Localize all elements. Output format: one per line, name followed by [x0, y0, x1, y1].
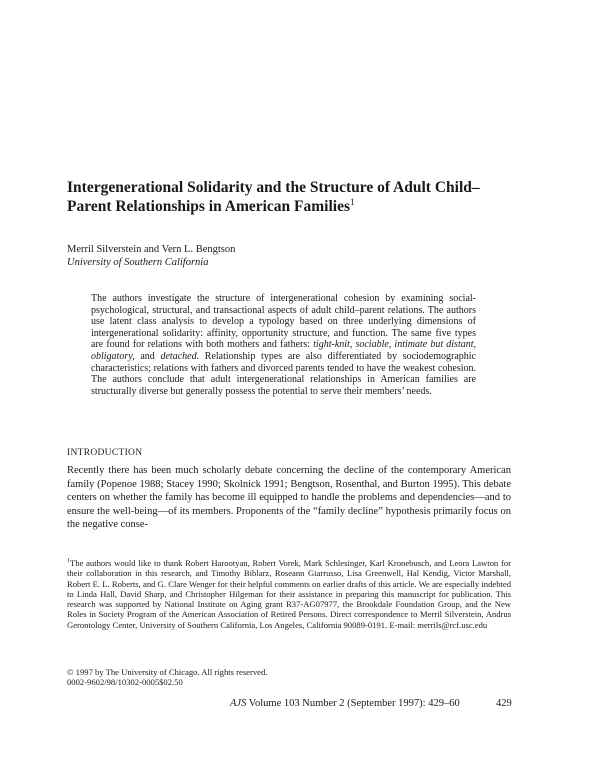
footnote-mark: 1	[67, 558, 70, 565]
abstract-types: tight-knit, sociable, intimate but distant, obligatory,	[91, 339, 477, 362]
copyright-notice: © 1997 by The University of Chicago. All rights reserved.	[67, 667, 268, 677]
abstract	[91, 293, 476, 397]
issn-code: 0002-9602/98/10302-0005$02.50	[67, 677, 183, 687]
footnote	[67, 558, 511, 630]
running-footer	[230, 697, 460, 710]
abstract-and: and	[134, 350, 161, 362]
abstract-last-type: detached.	[160, 350, 200, 362]
journal-citation: Volume 103 Number 2 (September 1997): 429–60	[246, 698, 460, 709]
abstract-part-1: The authors investigate the structure of intergenerational cohesion by examining social-psychological, structural, and transactional aspects of adult child–parent relations. The authors use latent class analysis to develop a typology based on three underlying dimensions of intergenerational solidarity: affinity, opportunity structure, and function. The same five types are found for relations with both mothers and fathers:	[91, 293, 476, 351]
title-footnote-mark[interactable]: 1	[350, 196, 355, 207]
article-title	[67, 178, 487, 216]
page-number: 429	[496, 698, 512, 709]
author-names: Merril Silverstein and Vern L. Bengtson	[67, 244, 236, 255]
introduction-paragraph: Recently there has been much scholarly debate concerning the decline of the contemporary American family (Popenoe 1988; Stacey 1990; Skolnick 1991; Bengtson, Rosenthal, and Burton 1995). This debate centers on whether the family has become ill equipped to handle the problems and dependencies—and to ensure the well-being—of its members. Proponents of the “family decline” hypothesis primarily focus on the negative conse-	[67, 465, 511, 531]
footnote-text: The authors would like to thank Robert Harootyan, Robert Vorek, Mark Schlesinger, Karl Kronebusch, and Leora Lawton for their collaboration in this research, and Timothy Biblarz, Roseann Giarrusso, Lisa Greenwell, Hal Kendig, Victor Marshall, Robert E. L. Roberts, and G. Clare Wenger for their helpful comments on earlier drafts of this article. We are especially indebted to Linda Hall, David Sharp, and Christopher Hilgeman for their assistance in preparing this manuscript for publication. This research was supported by National Institute on Aging grant R37-AG07977, the Brookdale Foundation Group, and the New Roles in Society Program of the American Association of Retired Persons. Direct correspondence to Merril Silverstein, Andrus Gerontology Center, University of Southern California, Los Angeles, California 90089-0191. E-mail: merrils@rcf.usc.edu	[67, 558, 511, 630]
journal-abbrev: AJS	[230, 698, 247, 709]
article-title-text: Intergenerational Solidarity and the Structure of Adult Child–Parent Relationships in American Families	[67, 179, 480, 215]
author-affiliation: University of Southern California	[67, 257, 209, 268]
section-heading-introduction: INTRODUCTION	[67, 448, 143, 458]
abstract-part-2: Relationship types are also differentiated by sociodemographic characteristics; relations with fathers and divorced parents tended to have the weakest cohesion. The authors conclude that adult intergenerational relationships in American families are structurally diverse but generally possess the potential to serve their members’ needs.	[91, 350, 476, 397]
